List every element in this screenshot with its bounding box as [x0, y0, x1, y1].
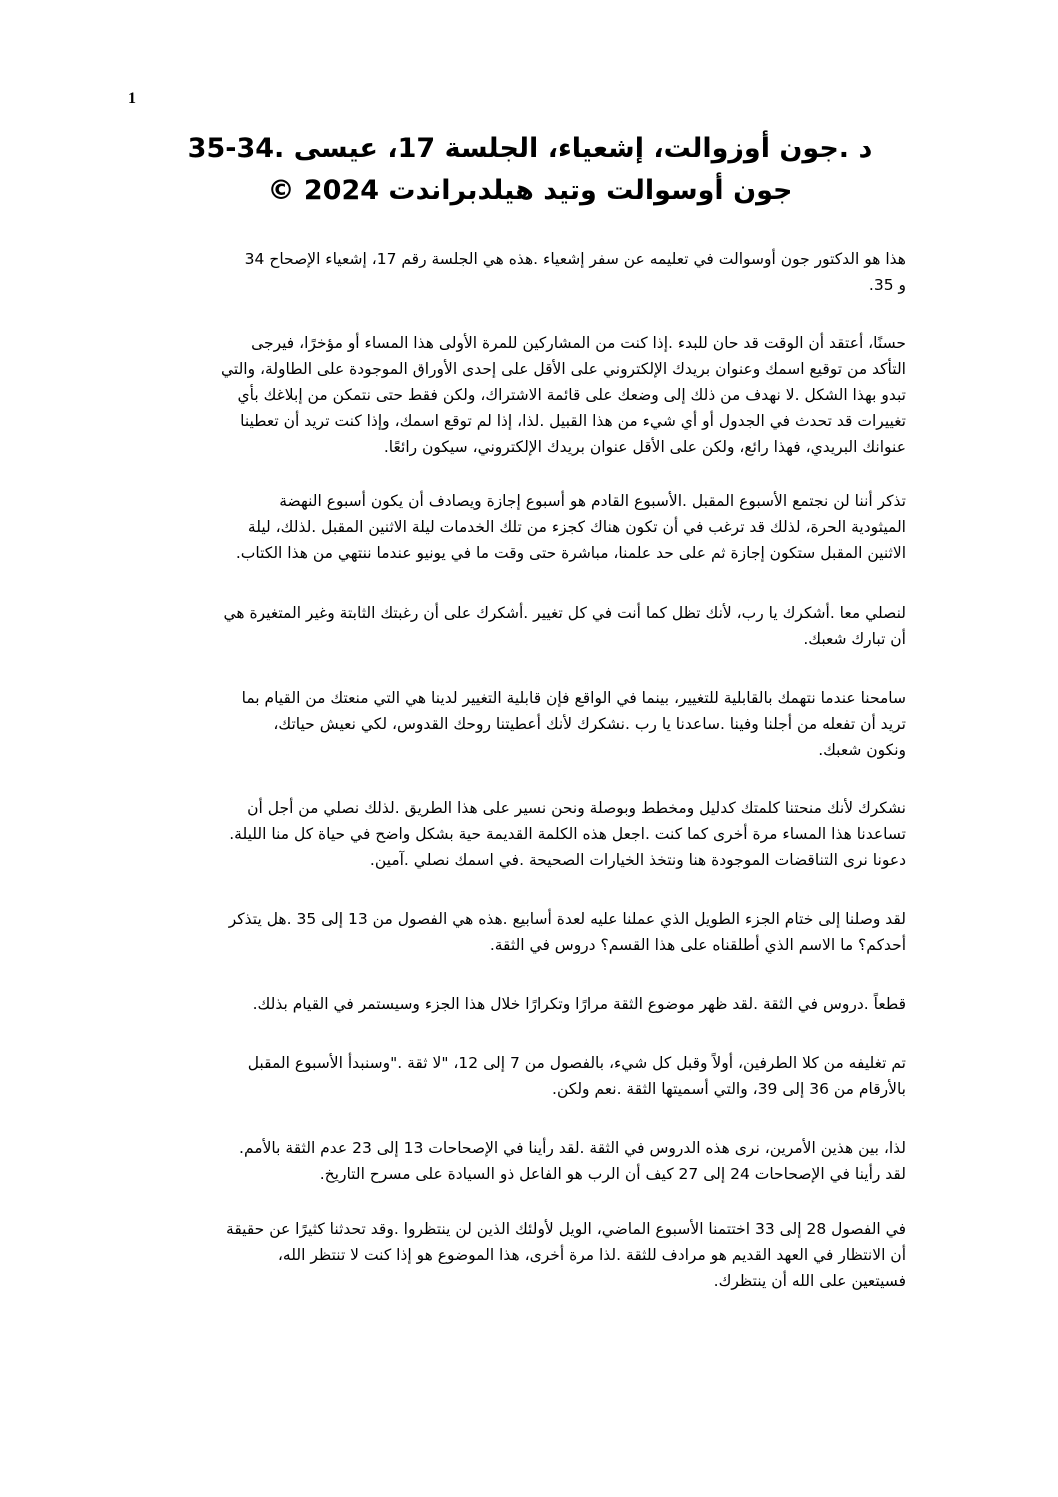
text-line: الميثودية الحرة، لذلك قد ترغب في أن تكون هناك كجزء من تلك الخدمات ليلة الاثنين المقبل .لذلك، ليلة	[247, 518, 906, 536]
text-line: لقد رأينا في الإصحاحات 24 إلى 27 كيف أن الرب هو الفاعل ذو السيادة على مسرح التاريخ.	[319, 1165, 906, 1183]
text-line: تذكر أننا لن نجتمع الأسبوع المقبل .الأسبوع القادم هو أسبوع إجازة ويصادف أن يكون أسبوع النهضة	[279, 492, 906, 510]
text-line: لقد وصلنا إلى ختام الجزء الطويل الذي عملنا عليه لعدة أسابيع .هذه هي الفصول من 13 إلى 35 .هل يتذكر	[228, 910, 906, 928]
text-line: أن تبارك شعبك.	[803, 630, 906, 648]
paragraph	[146, 488, 906, 566]
paragraph	[146, 600, 906, 652]
text-line: أن الانتظار في العهد القديم هو مرادف للثقة .لذا مرة أخرى، هذا الموضوع هو إذا كنت لا تنتظر الله،	[277, 1246, 906, 1264]
text-line: قطعاً .دروس في الثقة .لقد ظهر موضوع الثقة مرارًا وتكرارًا خلال هذا الجزء وسيستمر في القيام بذلك.	[252, 995, 906, 1013]
title-line: د .جون أوزوالت، إشعياء، الجلسة 17، عيسى .34-35	[187, 133, 873, 164]
text-line: تم تغليفه من كلا الطرفين، أولاً وقبل كل شيء، بالفصول من 7 إلى 12، "لا ثقة ."وسنبدأ الأسبوع المقبل	[247, 1054, 906, 1072]
paragraph	[146, 991, 906, 1017]
paragraph	[146, 906, 906, 958]
text-line: أحدكم؟ ما الاسم الذي أطلقناه على هذا القسم؟ دروس في الثقة.	[489, 936, 906, 954]
paragraph	[146, 1050, 906, 1102]
text-line: سامحنا عندما نتهمك بالقابلية للتغيير، بينما في الواقع فإن قابلية التغيير لدينا هي التي منعتك من القيام بما	[241, 689, 906, 707]
text-line: هذا هو الدكتور جون أوسوالت في تعليمه عن سفر إشعياء .هذه هي الجلسة رقم 17، إشعياء الإصحاح 34	[244, 250, 906, 268]
paragraph	[146, 685, 906, 763]
title-line: جون أوسوالت وتيد هيلدبراندت 2024 ©	[267, 175, 793, 206]
paragraph	[146, 330, 906, 460]
text-line: عنوانك البريدي، فهذا رائع، ولكن على الأقل عنوان بريدك الإلكتروني، سيكون رائعًا.	[383, 438, 906, 456]
text-line: التأكد من توقيع اسمك وعنوان بريدك الإلكتروني على الأقل على إحدى الأوراق الموجودة على الطاولة، والتي	[220, 360, 906, 378]
paragraph	[146, 1216, 906, 1294]
text-line: حسنًا، أعتقد أن الوقت قد حان للبدء .إذا كنت من المشاركين للمرة الأولى هذا المساء أو مؤخرًا، فيرجى	[251, 334, 906, 352]
text-line: تساعدنا هذا المساء مرة أخرى كما كنت .اجعل هذه الكلمة القديمة حية بشكل واضح في حياة كل منا الليلة.	[229, 825, 906, 843]
text-line: لذا، بين هذين الأمرين، نرى هذه الدروس في الثقة .لقد رأينا في الإصحاحات 13 إلى 23 عدم الثقة بالأمم.	[239, 1139, 906, 1157]
text-line: دعونا نرى التناقضات الموجودة هنا ونتخذ الخيارات الصحيحة .في اسمك نصلي .آمين.	[369, 851, 906, 869]
text-line: ونكون شعبك.	[818, 741, 906, 759]
page-number: 1	[128, 90, 136, 107]
text-line: تريد أن تفعله من أجلنا وفينا .ساعدنا يا رب .نشكرك لأنك أعطيتنا روحك القدوس، لكي نعيش حياتك،	[273, 715, 906, 733]
paragraph	[146, 246, 906, 298]
text-line: نشكرك لأنك منحتنا كلمتك كدليل ومخطط وبوصلة ونحن نسير على هذا الطريق .لذلك نصلي من أجل أن	[247, 799, 906, 817]
text-line: تغييرات قد تحدث في الجدول أو أي شيء من هذا القبيل .لذا، إذا لم توقع اسمك، وإذا كنت تريد أن تعطينا	[240, 412, 906, 430]
text-line: لنصلي معا .أشكرك يا رب، لأنك تظل كما أنت في كل تغيير .أشكرك على أن رغبتك الثابتة وغير المتغيرة هي	[223, 604, 906, 622]
text-line: و 35.	[868, 276, 906, 294]
text-line: في الفصول 28 إلى 33 اختتمنا الأسبوع الماضي، الويل لأولئك الذين لن ينتظروا .وقد تحدثنا كثيرًا عن حقيقة	[226, 1220, 906, 1238]
paragraph	[146, 795, 906, 873]
text-line: فسيتعين على الله أن ينتظرك.	[713, 1272, 906, 1290]
text-line: بالأرقام من 36 إلى 39، والتي أسميتها الثقة .نعم ولكن.	[552, 1080, 906, 1098]
text-line: تبدو بهذا الشكل .لا نهدف من ذلك إلى وضعك على قائمة الاشتراك، ولكن فقط حتى نتمكن من إبلاغك بأي	[237, 386, 906, 404]
document-title	[140, 128, 920, 212]
text-line: الاثنين المقبل ستكون إجازة ثم على حد علمنا، مباشرة حتى وقت ما في يونيو عندما ننتهي من هذا الكتاب.	[235, 544, 906, 562]
paragraph	[146, 1135, 906, 1187]
